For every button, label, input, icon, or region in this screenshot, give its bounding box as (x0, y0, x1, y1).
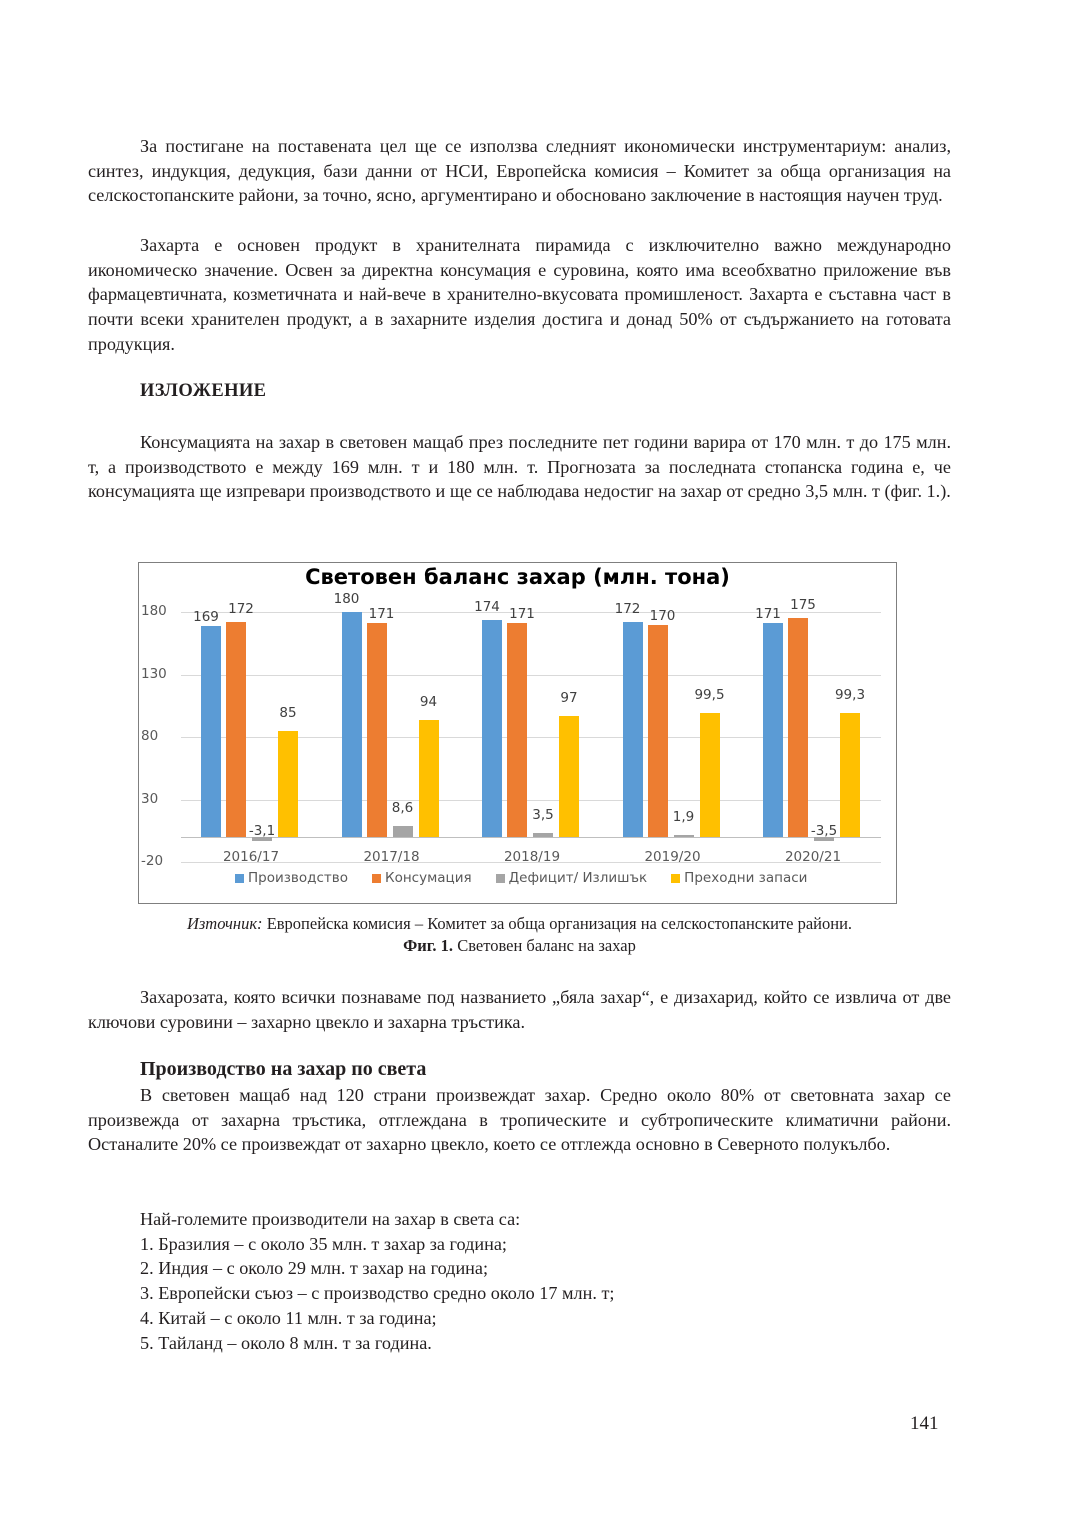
bar-production (623, 622, 643, 837)
bar-consumption (226, 622, 246, 837)
x-axis-tick: 2018/19 (503, 849, 561, 865)
y-axis-tick: 130 (141, 665, 167, 682)
legend-swatch-icon (496, 874, 505, 883)
sugar-balance-chart (138, 562, 897, 904)
legend-swatch-icon (671, 874, 680, 883)
bar-consumption (648, 625, 668, 838)
bar-carryover-stocks (700, 713, 720, 837)
x-axis-tick: 2020/21 (784, 849, 842, 865)
bar-production (201, 626, 221, 837)
x-axis-tick: 2019/20 (644, 849, 701, 865)
chart-legend (235, 870, 807, 886)
legend-item (372, 870, 472, 886)
legend-swatch-icon (372, 874, 381, 883)
data-label: 169 (193, 608, 219, 625)
list-item: 5. Тайланд – около 8 млн. т за година. (140, 1332, 432, 1353)
bar-carryover-stocks (559, 716, 579, 837)
x-axis-tick: 2017/18 (363, 849, 420, 865)
bar-production (342, 612, 362, 837)
list-item: 3. Европейски съюз – с производство средно около 17 млн. т; (140, 1283, 615, 1304)
section-heading: ИЗЛОЖЕНИЕ (140, 381, 267, 401)
subsection-heading: Производство на захар по света (140, 1058, 427, 1080)
legend-swatch-icon (235, 874, 244, 883)
figure-caption (88, 935, 951, 957)
bar-consumption (507, 623, 527, 837)
figure-label: Фиг. 1. (403, 936, 454, 955)
data-label: 97 (560, 689, 578, 706)
bar-carryover-stocks (419, 720, 439, 838)
legend-label: Производство (248, 870, 348, 886)
page-number: 141 (910, 1413, 939, 1434)
data-label: 94 (419, 693, 438, 710)
list-item: 1. Бразилия – с около 35 млн. т захар за година; (140, 1233, 507, 1254)
bar-carryover-stocks (278, 731, 298, 837)
paragraph-methodology: За постигане на поставената цел ще се използва следният икономически инструментариум: анализ, синтез, индукция, дедукция, бази данни от НСИ, Европейска комисия – Комитет за обща организация на селскостопанските райони, за точно, ясно, аргументирано и обосновано заключение в настоящия научен труд. (88, 136, 951, 206)
legend-label: Дефицит/ Излишък (508, 870, 648, 886)
bar-carryover-stocks (840, 713, 860, 837)
data-label: 99,3 (834, 686, 866, 703)
data-label: 85 (279, 704, 297, 721)
data-label: 171 (509, 606, 535, 623)
list-item: 4. Китай – с около 11 млн. т за година; (140, 1307, 437, 1328)
y-axis-tick: -20 (141, 853, 164, 869)
figure-text: Световен баланс на захар (453, 936, 636, 955)
bar-production (482, 620, 502, 838)
data-label: 175 (790, 597, 816, 614)
figure-source (88, 913, 951, 935)
legend-item (496, 870, 648, 886)
data-label: 180 (333, 591, 360, 607)
list-item: 2. Индия – с около 29 млн. т захар на година; (140, 1258, 489, 1279)
paragraph-consumption: Консумацията на захар в световен мащаб през последните пет години варира от 170 млн. т до 175 млн. т, а производството е между 169 млн. т и 180 млн. т. Прогнозата за последната стопанска година е, че консумацията ще изпревари производството и ще се наблюдава недостиг на захар от средно 3,5 млн. т (фиг. 1.). (88, 432, 951, 502)
bar-deficit-surplus (533, 833, 553, 837)
data-label: 174 (474, 598, 500, 615)
production-paragraph (88, 1083, 951, 1157)
legend-item (671, 870, 807, 886)
legend-label: Консумация (384, 870, 472, 886)
data-label: 3,5 (532, 806, 554, 823)
y-axis-tick: 180 (141, 603, 167, 619)
chart-title: Световен баланс захар (млн. тона) (305, 565, 730, 589)
data-label: 171 (368, 606, 395, 623)
bar-deficit-surplus (393, 826, 413, 837)
producers-list (88, 1207, 951, 1355)
source-text: Европейска комисия – Комитет за обща организация на селскостопанските райони. (262, 914, 853, 933)
data-label: 172 (228, 601, 254, 617)
data-label: 171 (755, 606, 781, 623)
y-axis-tick: 30 (141, 790, 159, 807)
sucrose-paragraph (88, 985, 951, 1034)
data-label: -3,1 (248, 823, 276, 839)
intro-paragraph-1 (88, 134, 951, 208)
intro-paragraph-2 (88, 233, 951, 357)
data-label: 172 (614, 601, 641, 617)
legend-label: Преходни запаси (684, 870, 808, 886)
data-label: 1,9 (672, 808, 695, 825)
paragraph-world-production: В световен мащаб над 120 страни произвеждат захар. Средно около 80% от световната захар се произвежда от захарна тръстика, отглеждана в тропическите и субтропическите климатични райони. Останалите 20% се произвеждат от захарно цвекло, което се отглежда основно в Северното полукълбо. (88, 1085, 951, 1155)
bar-deficit-surplus (674, 835, 694, 837)
data-label: 8,6 (391, 800, 414, 817)
x-axis-tick: 2016/17 (222, 849, 280, 865)
y-axis-tick: 80 (141, 728, 159, 744)
data-label: -3,5 (810, 823, 838, 839)
paragraph-sugar-importance: Захарта е основен продукт в хранителната пирамида с изключително важно международно икономическо значение. Освен за директна консумация е суровина, която има всеобхватно приложение във фармацевтичната, козметичната и най-вече в хранително-вкусовата промишленост. Захарта е съставна част в почти всеки хранителен продукт, а в захарните изделия достига и донад 50% от съдържанието на готовата продукция. (88, 235, 951, 354)
bar-consumption (788, 618, 808, 837)
list-intro: Най-големите производители на захар в света са: (140, 1209, 521, 1229)
legend-item (235, 870, 348, 886)
data-label: 170 (649, 607, 676, 624)
source-label: Източник: (186, 914, 263, 933)
paragraph-sucrose: Захарозата, която всички познаваме под названието „бяла захар“, е дизахарид, който се извлича от две ключови суровини – захарно цвекло и захарна тръстика. (88, 987, 951, 1032)
bar-production (763, 623, 783, 837)
exposition-paragraph (88, 430, 951, 504)
data-label: 99,5 (694, 686, 725, 703)
